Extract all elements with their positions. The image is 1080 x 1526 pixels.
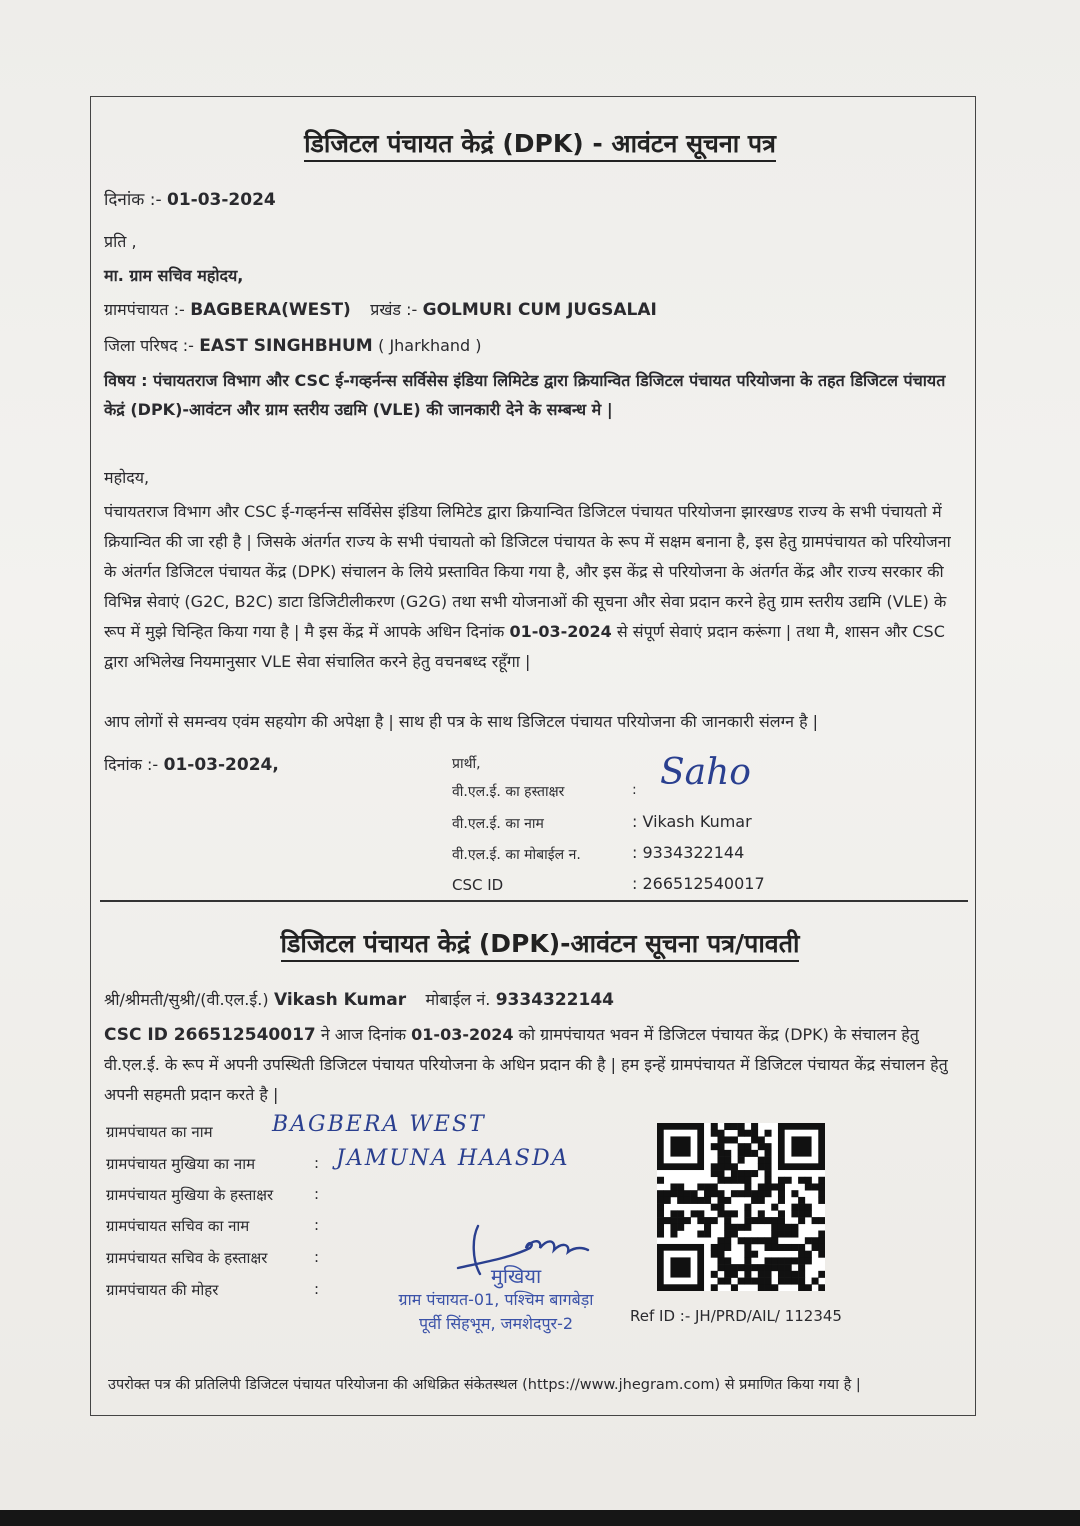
subject: विषय : पंचायतराज विभाग और CSC ई-गव्हर्नन्स सर्विसेस इंडिया लिमिटेड द्वारा क्रियान्वित डिजिटल पंचायत परियोजना के तहत डिजिटल पंचायत केद्रं (DPK)-आवंटन और ग्राम स्तरीय उद्यमि (VLE) की जानकारी देने के सम्बन्ध मे | — [104, 371, 946, 419]
form-label: ग्रामपंचायत का नाम — [106, 1123, 213, 1141]
form-row-gp-name — [106, 1122, 213, 1142]
vle-sign-colon: : — [632, 782, 637, 798]
form-row-seal — [106, 1280, 218, 1300]
vle-name-label: वी.एल.ई. का नाम — [452, 816, 544, 832]
district-value: EAST SINGHBHUM — [199, 336, 373, 356]
person-prefix: श्री/श्रीमती/सुश्री/(वी.एल.ई.) — [104, 990, 269, 1009]
csc-label: CSC ID — [452, 876, 504, 894]
ref-id: Ref ID :- JH/PRD/AIL/ 112345 — [630, 1307, 842, 1325]
gp-value: BAGBERA(WEST) — [190, 300, 351, 320]
form-colon: : — [314, 1185, 320, 1203]
panchayat-line — [104, 298, 657, 320]
vle-signature: Saho — [660, 752, 751, 793]
cooperation-line: आप लोगों से समन्वय एवंम सहयोग की अपेक्षा है | साथ ही पत्र के साथ डिजिटल पंचायत परियोजना की जानकारी संलग्न है | — [104, 712, 819, 731]
stamp-line-1: मुखिया — [490, 1264, 542, 1288]
body-paragraph — [104, 497, 964, 677]
stamp-line-2: ग्राम पंचायत-01, पश्चिम बागबेड़ा — [398, 1290, 594, 1309]
qr-code-icon — [657, 1123, 825, 1291]
ack-text-1: ने आज दिनांक — [320, 1025, 407, 1044]
block-value: GOLMURI CUM JUGSALAI — [422, 300, 657, 320]
district-line — [104, 334, 482, 356]
block-label: प्रखंड :- — [370, 300, 418, 319]
form-label: ग्रामपंचायत सचिव का नाम — [106, 1217, 250, 1235]
acknowledgement-title — [0, 926, 1080, 960]
form-label: ग्रामपंचायत सचिव के हस्ताक्षर — [106, 1249, 268, 1267]
bottom-edge — [0, 1510, 1080, 1526]
acknowledgement-paragraph — [104, 1020, 964, 1110]
form-row-mukhiya-name — [106, 1154, 255, 1174]
date-line-2 — [104, 753, 279, 775]
form-colon: : — [314, 1280, 320, 1298]
vle-sign-label: वी.एल.ई. का हस्ताक्षर — [452, 784, 565, 800]
date-value-2: 01-03-2024, — [163, 755, 279, 775]
district-label: जिला परिषद :- — [104, 336, 194, 355]
form-colon: : — [314, 1248, 320, 1266]
handwritten-mukhiya-name: JAMUNA HAASDA — [336, 1146, 570, 1171]
page-title — [0, 126, 1080, 160]
person-name: Vikash Kumar — [273, 990, 407, 1010]
addressee: मा. ग्राम सचिव महोदय, — [104, 266, 244, 285]
ack-text-2: को ग्रामपंचायत भवन में डिजिटल पंचायत केंद्र (DPK) के संचालन हेतु वी.एल.ई. के रूप में अपनी उपस्थिती डिजिटल पंचायत परियोजना के अधिन प्रदान की है | हम इन्हें ग्रामपंचायत में डिजिटल पंचायत केंद्र संचालन हेतु अपनी सहमती प्रदान करते है | — [104, 1025, 948, 1104]
date-label-2: दिनांक :- — [104, 755, 159, 774]
title-text: डिजिटल पंचायत केद्रं (DPK) - आवंटन सूचना पत्र — [304, 129, 776, 162]
form-label: ग्रामपंचायत की मोहर — [106, 1281, 219, 1299]
applicant-label: प्रार्थी, — [452, 756, 481, 772]
date-line — [104, 187, 276, 210]
form-label: ग्रामपंचायत मुखिया का नाम — [106, 1155, 256, 1173]
vle-mobile-value: : 9334322144 — [632, 843, 745, 862]
state: ( Jharkhand ) — [378, 336, 482, 355]
body-part-1: पंचायतराज विभाग और CSC ई-गव्हर्नन्स सर्विसेस इंडिया लिमिटेड द्वारा क्रियान्वित डिजिटल पंचायत परियोजना झारखण्ड राज्य के सभी पंचायतो में क्रियान्वित की जा रही है | जिसके अंतर्गत राज्य के सभी पंचायतो को डिजिटल पंचायत के रूप में सक्षम बनाना है, इस हेतु ग्रामपंचायत को परियोजना के अंतर्गत डिजिटल पंचायत केंद्र (DPK) संचालन के लिये प्रस्तावित किया गया है, और इस केंद्र से परियोजना के अंतर्गत केंद्र और राज्य सरकार की विभिन्न सेवाएं (G2C, B2C) डाटा डिजिटीलीकरण (G2G) तथा सभी योजनाओं की सूचना और सेवा प्रदान करने हेतु ग्राम स्तरीय उद्यमि (VLE) के रूप में मुझे चिन्हित किया गया है | मै इस केंद्र में आपके अधिन दिनांक — [104, 502, 951, 641]
form-label: ग्रामपंचायत मुखिया के हस्ताक्षर — [106, 1186, 274, 1204]
form-colon: : — [314, 1154, 320, 1172]
title2-text: डिजिटल पंचायत केद्रं (DPK)-आवंटन सूचना पत्र/पावती — [281, 929, 800, 962]
csc-value: : 266512540017 — [632, 874, 765, 893]
section-divider — [100, 900, 968, 902]
date-label: दिनांक :- — [104, 190, 162, 210]
form-row-secretary-sign — [106, 1248, 267, 1268]
person-line — [104, 988, 614, 1010]
form-row-secretary-name — [106, 1216, 249, 1236]
prati: प्रति , — [104, 232, 137, 251]
body-part-2: से संपूर्ण सेवाएं प्रदान करूंगा | तथा मै, शासन और CSC द्वारा अभिलेख नियमानुसार VLE सेवा संचालित करने हेतु वचनबध्द रहूँगा | — [104, 622, 945, 671]
form-row-mukhiya-sign — [106, 1185, 273, 1205]
gp-label: ग्रामपंचायत :- — [104, 300, 185, 319]
mobile-value: 9334322144 — [495, 990, 614, 1010]
date-value: 01-03-2024 — [167, 190, 276, 210]
ack-date: 01-03-2024 — [411, 1025, 514, 1044]
mukhiya-stamp — [376, 1264, 616, 1336]
ack-csc-id: CSC ID 266512540017 — [104, 1025, 316, 1045]
mobile-label: मोबाईल नं. — [425, 990, 491, 1009]
vle-mobile-label: वी.एल.ई. का मोबाईल न. — [452, 847, 581, 863]
body-date: 01-03-2024 — [509, 622, 612, 641]
footer-note: उपरोक्त पत्र की प्रतिलिपी डिजिटल पंचायत परियोजना की अधिक्रित संकेतस्थल (https://www.jhegram.com) से प्रमाणित किया गया है | — [108, 1377, 861, 1393]
vle-name-value: : Vikash Kumar — [632, 812, 752, 831]
handwritten-gp-name: BAGBERA WEST — [272, 1112, 486, 1137]
stamp-line-3: पूर्वी सिंहभूम, जमशेदपुर-2 — [418, 1314, 574, 1333]
form-colon: : — [314, 1216, 320, 1234]
salutation: महोदय, — [104, 468, 150, 487]
